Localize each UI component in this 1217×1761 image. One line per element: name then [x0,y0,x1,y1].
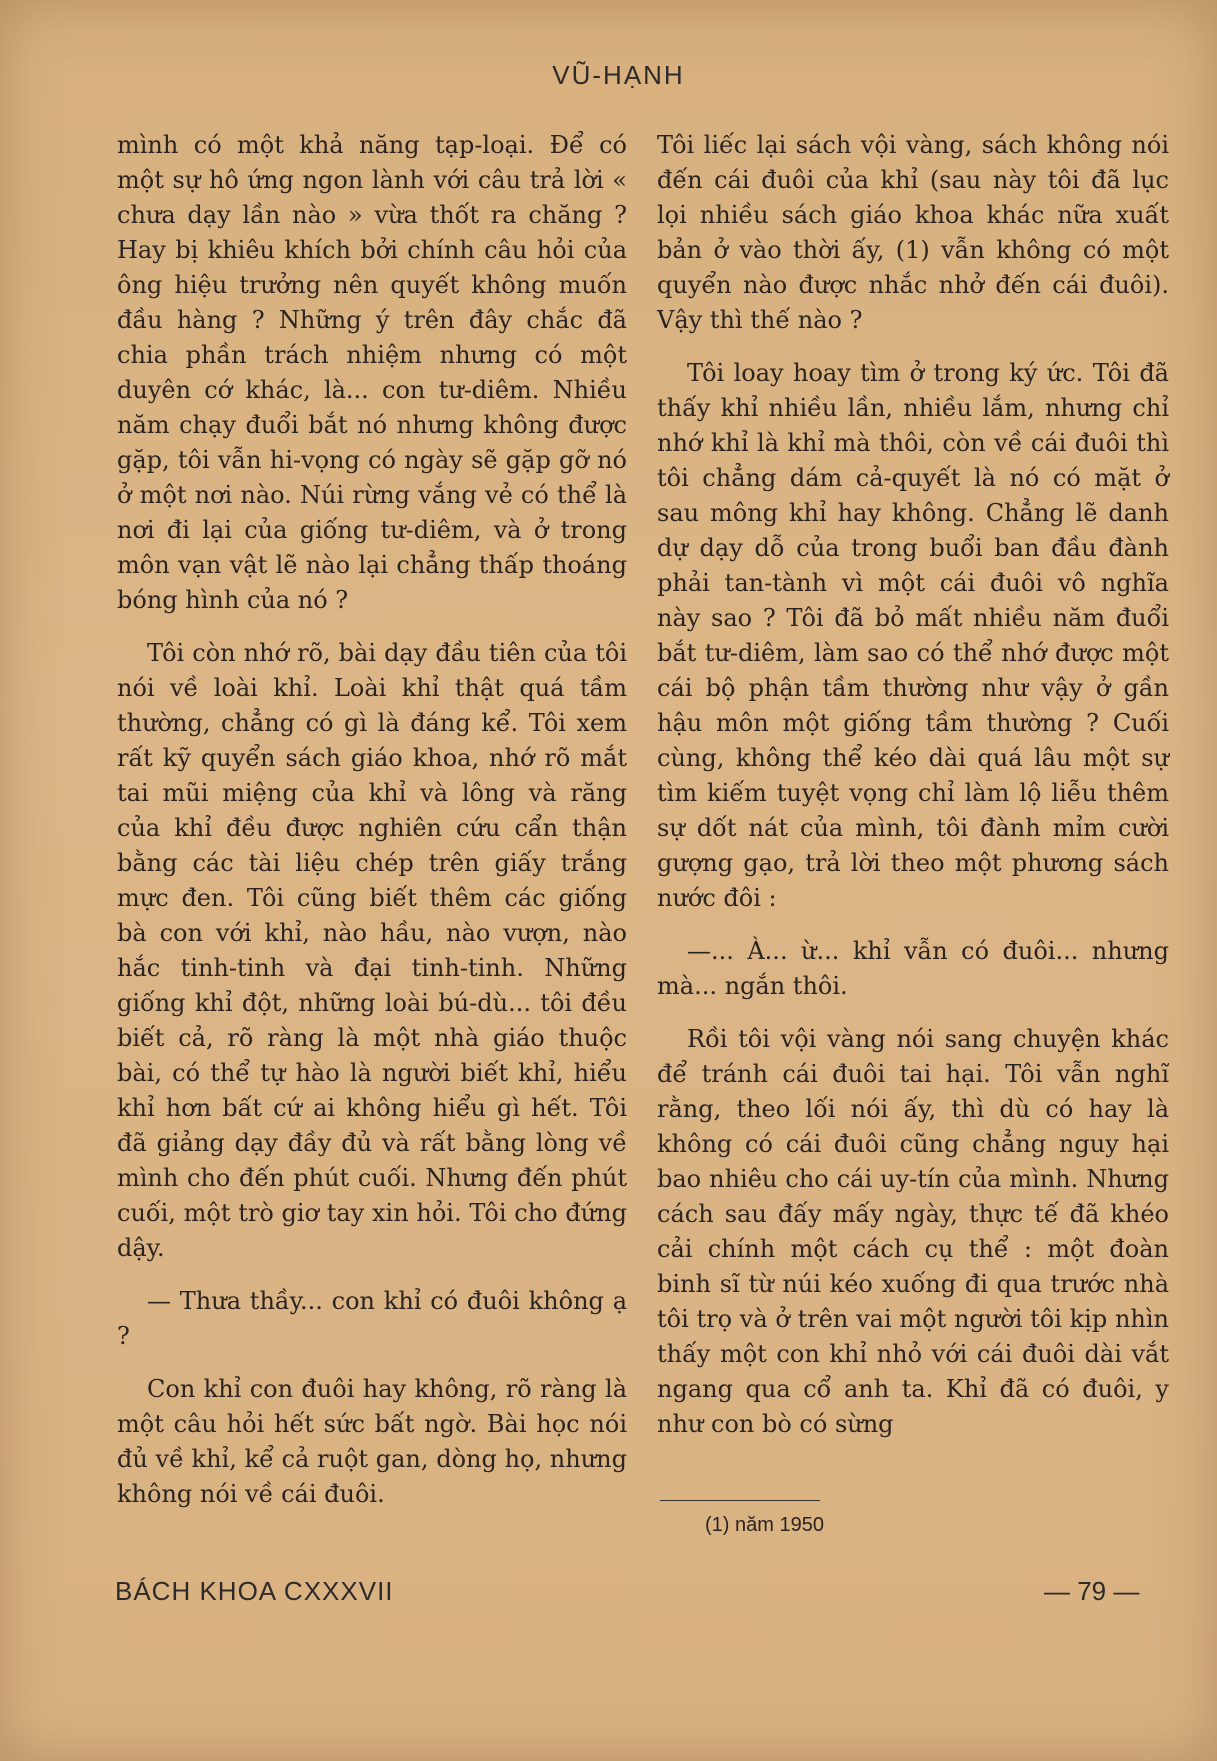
paragraph: mình có một khả năng tạp-loại. Để có một sự hô ứng ngon lành với câu trả lời « chưa dạy lần nào » vừa thốt ra chăng ? Hay bị khiêu khích bởi chính câu hỏi của ông hiệu trưởng nên quyết không muốn đầu hàng ? Những ý trên đây chắc đã chia phần trách nhiệm nhưng có một duyên cớ khác, là... con tư-diêm. Nhiều năm chạy đuổi bắt nó nhưng không được gặp, tôi vẫn hi-vọng có ngày sẽ gặp gỡ nó ở một nơi nào. Núi rừng vắng vẻ có thể là nơi đi lại của giống tư-diêm, và ở trong môn vạn vật lẽ nào lại chẳng thấp thoáng bóng hình của nó ? [117,131,627,614]
magazine-title: BÁCH KHOA CXXXVII [115,1576,394,1606]
paragraph: Tôi liếc lại sách vội vàng, sách không nói đến cái đuôi của khỉ (sau này tôi đã lục lọi nhiều sách giáo khoa khác nữa xuất bản ở vào thời ấy, (1) vẫn không có một quyển nào được nhắc nhở đến cái đuôi). Vậy thì thế nào ? [657,131,1169,334]
paragraph: Con khỉ con đuôi hay không, rõ ràng là một câu hỏi hết sức bất ngờ. Bài học nói đủ về khỉ, kể cả ruột gan, dòng họ, nhưng không nói về cái đuôi. [117,1375,627,1508]
paragraph: Rồi tôi vội vàng nói sang chuyện khác để tránh cái đuôi tai hại. Tôi vẫn nghĩ rằng, theo lối nói ấy, thì dù có hay là không có cái đuôi cũng chẳng nguy hại bao nhiêu cho cái uy-tín của mình. Nhưng cách sau đấy mấy ngày, thực tế đã khéo cải chính một cách cụ thể : một đoàn binh sĩ từ núi kéo xuống đi qua trước nhà tôi trọ và ở trên vai một người tôi kịp nhìn thấy một con khỉ nhỏ với cái đuôi dài vắt ngang qua cổ anh ta. Khỉ đã có đuôi, y như con bò có sừng [657,1025,1169,1438]
left-column [117,128,627,1530]
page-number: — 79 — [1044,1576,1140,1606]
footnote: (1) năm 1950 [705,1514,824,1536]
paragraph: Tôi loay hoay tìm ở trong ký ức. Tôi đã thấy khỉ nhiều lần, nhiều lắm, nhưng chỉ nhớ khỉ là khỉ mà thôi, còn về cái đuôi thì tôi chẳng dám cả-quyết là nó có mặt ở sau mông khỉ hay không. Chẳng lẽ danh dự dạy dỗ của trong buổi ban đầu đành phải tan-tành vì một cái đuôi vô nghĩa này sao ? Tôi đã bỏ mất nhiều năm đuổi bắt tư-diêm, làm sao có thể nhớ được một cái bộ phận tầm thường như vậy ở gần hậu môn một giống tầm thường ? Cuối cùng, không thể kéo dài quá lâu một sự tìm kiếm tuyệt vọng chỉ làm lộ liễu thêm sự dốt nát của mình, tôi đành mỉm cười gượng gạo, trả lời theo một phương sách nước đôi : [657,359,1169,912]
paragraph: Tôi còn nhớ rõ, bài dạy đầu tiên của tôi nói về loài khỉ. Loài khỉ thật quá tầm thường, chẳng có gì là đáng kể. Tôi xem rất kỹ quyển sách giáo khoa, nhớ rõ mắt tai mũi miệng của khỉ và lông và răng của khỉ đều được nghiên cứu cẩn thận bằng các tài liệu chép trên giấy trắng mực đen. Tôi cũng biết thêm các giống bà con với khỉ, nào hầu, nào vượn, nào hắc tinh-tinh và đại tinh-tinh. Những giống khỉ đột, những loài bú-dù... tôi đều biết cả, rõ ràng là một nhà giáo thuộc bài, có thể tự hào là người biết khỉ, hiểu khỉ hơn bất cứ ai không hiểu gì hết. Tôi đã giảng dạy đầy đủ và rất bằng lòng về mình cho đến phút cuối. Nhưng đến phút cuối, một trò giơ tay xin hỏi. Tôi cho đứng dậy. [117,639,627,1262]
right-column [657,128,1169,1460]
page-header-author: VŨ-HẠNH [552,60,685,90]
paragraph-dialogue: —... À... ừ... khỉ vẫn có đuôi... nhưng mà... ngắn thôi. [657,937,1169,1000]
paragraph-dialogue: — Thưa thầy... con khỉ có đuôi không ạ ? [117,1287,627,1350]
footnote-divider [660,1500,820,1501]
